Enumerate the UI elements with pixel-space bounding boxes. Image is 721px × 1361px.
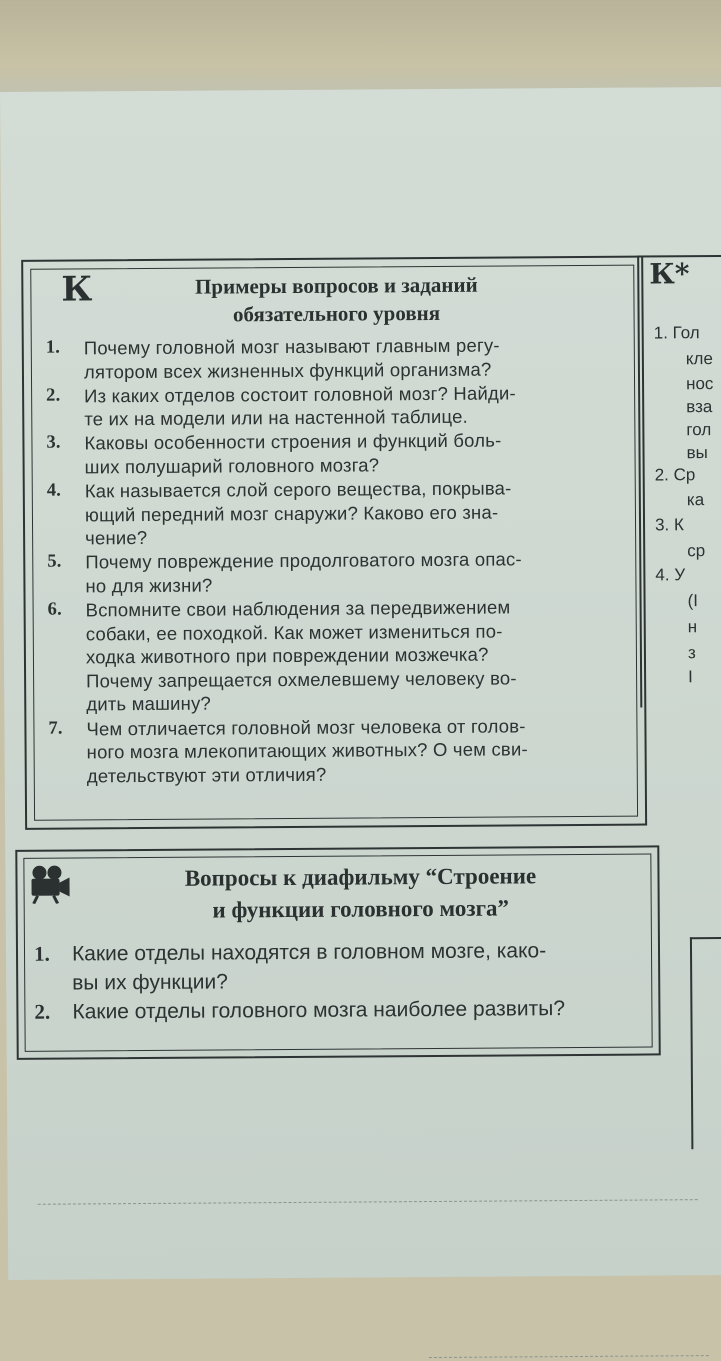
question-text: Из каких отделов состоит головной мозг? Найди- те их на модели или на настенной таблице. [84,382,516,430]
list-item [47,547,632,598]
question-text: Каковы особенности строения и функций боль- ших полушарий головного мозга? [84,429,502,478]
list-item [46,333,631,384]
question-text: Почему повреждение продолговатого мозга опас- но для жизни? [85,548,522,597]
divider [429,1355,709,1358]
side-text-fragment: вы [686,443,708,463]
list-item [48,713,633,788]
question-text: Как называется слой серого вещества, покрыва- ющий передний мозг снаружи? Каково его зна- чение? [84,477,512,549]
question-text: Почему головной мозг называют главным регу- лятором всех жизненных функций организма? [83,334,500,383]
question-number: 3. [46,432,61,454]
list-item [46,428,631,479]
required-questions-list [46,333,634,789]
film-camera-icon [27,864,71,904]
question-number: 2. [46,385,61,406]
list-item [34,935,654,997]
filmstrip-title: Вопросы к диафильму “Строение и функции головного мозга” [184,863,537,923]
side-text-fragment: вза [686,397,713,417]
side-text-fragment: 3. К [654,515,684,535]
list-item [47,476,632,551]
side-text-fragment: ср [687,541,706,561]
list-item [48,595,634,717]
question-number: 1. [33,941,50,966]
side-text-fragment: н [687,617,698,637]
page-sheet [0,87,721,1280]
side-text-fragment: (І [687,591,699,611]
question-number: 2. [34,999,51,1024]
question-text: Чем отличается головной мозг человека от голов- ного мозга млекопитающих животных? О чем сви- детельствуют эти отличия? [86,714,528,787]
side-text-fragment: І [688,667,693,687]
divider [38,1199,698,1205]
question-number: 7. [48,718,63,739]
question-number: 5. [47,551,62,573]
level-badge: К [61,269,93,310]
question-text: Какие отделы головного мозга наиболее развиты? [72,997,566,1024]
side-text-fragment: 4. У [655,565,686,585]
adjacent-column-box-lower [690,937,721,1149]
required-level-title: Примеры вопросов и заданий обязательного уровня [194,272,478,327]
list-item [34,993,654,1026]
filmstrip-questions-list [34,935,655,1026]
question-text: Вспомните свои наблюдения за передвижением собаки, ее походкой. Как может измениться по- ходка животного при повреждении мозжечка? Почему запрещается охмелевшему человеку во- дить машину? [85,596,517,715]
side-text-fragment: гол [686,420,712,440]
side-text-fragment: 2. Ср [654,465,696,485]
question-number: 1. [45,337,61,358]
question-text: Какие отделы находятся в головном мозге, како- вы их функции? [71,939,547,995]
side-text-fragment: 1. Гол [653,323,700,343]
side-text-fragment: ка [686,490,705,510]
side-text-fragment: кле [685,349,713,369]
list-item [46,380,631,431]
side-text-fragment: нос [685,374,714,394]
advanced-level-badge: К* [649,257,690,291]
question-number: 6. [47,599,62,620]
question-number: 4. [46,480,62,501]
side-text-fragment: з [687,643,696,663]
